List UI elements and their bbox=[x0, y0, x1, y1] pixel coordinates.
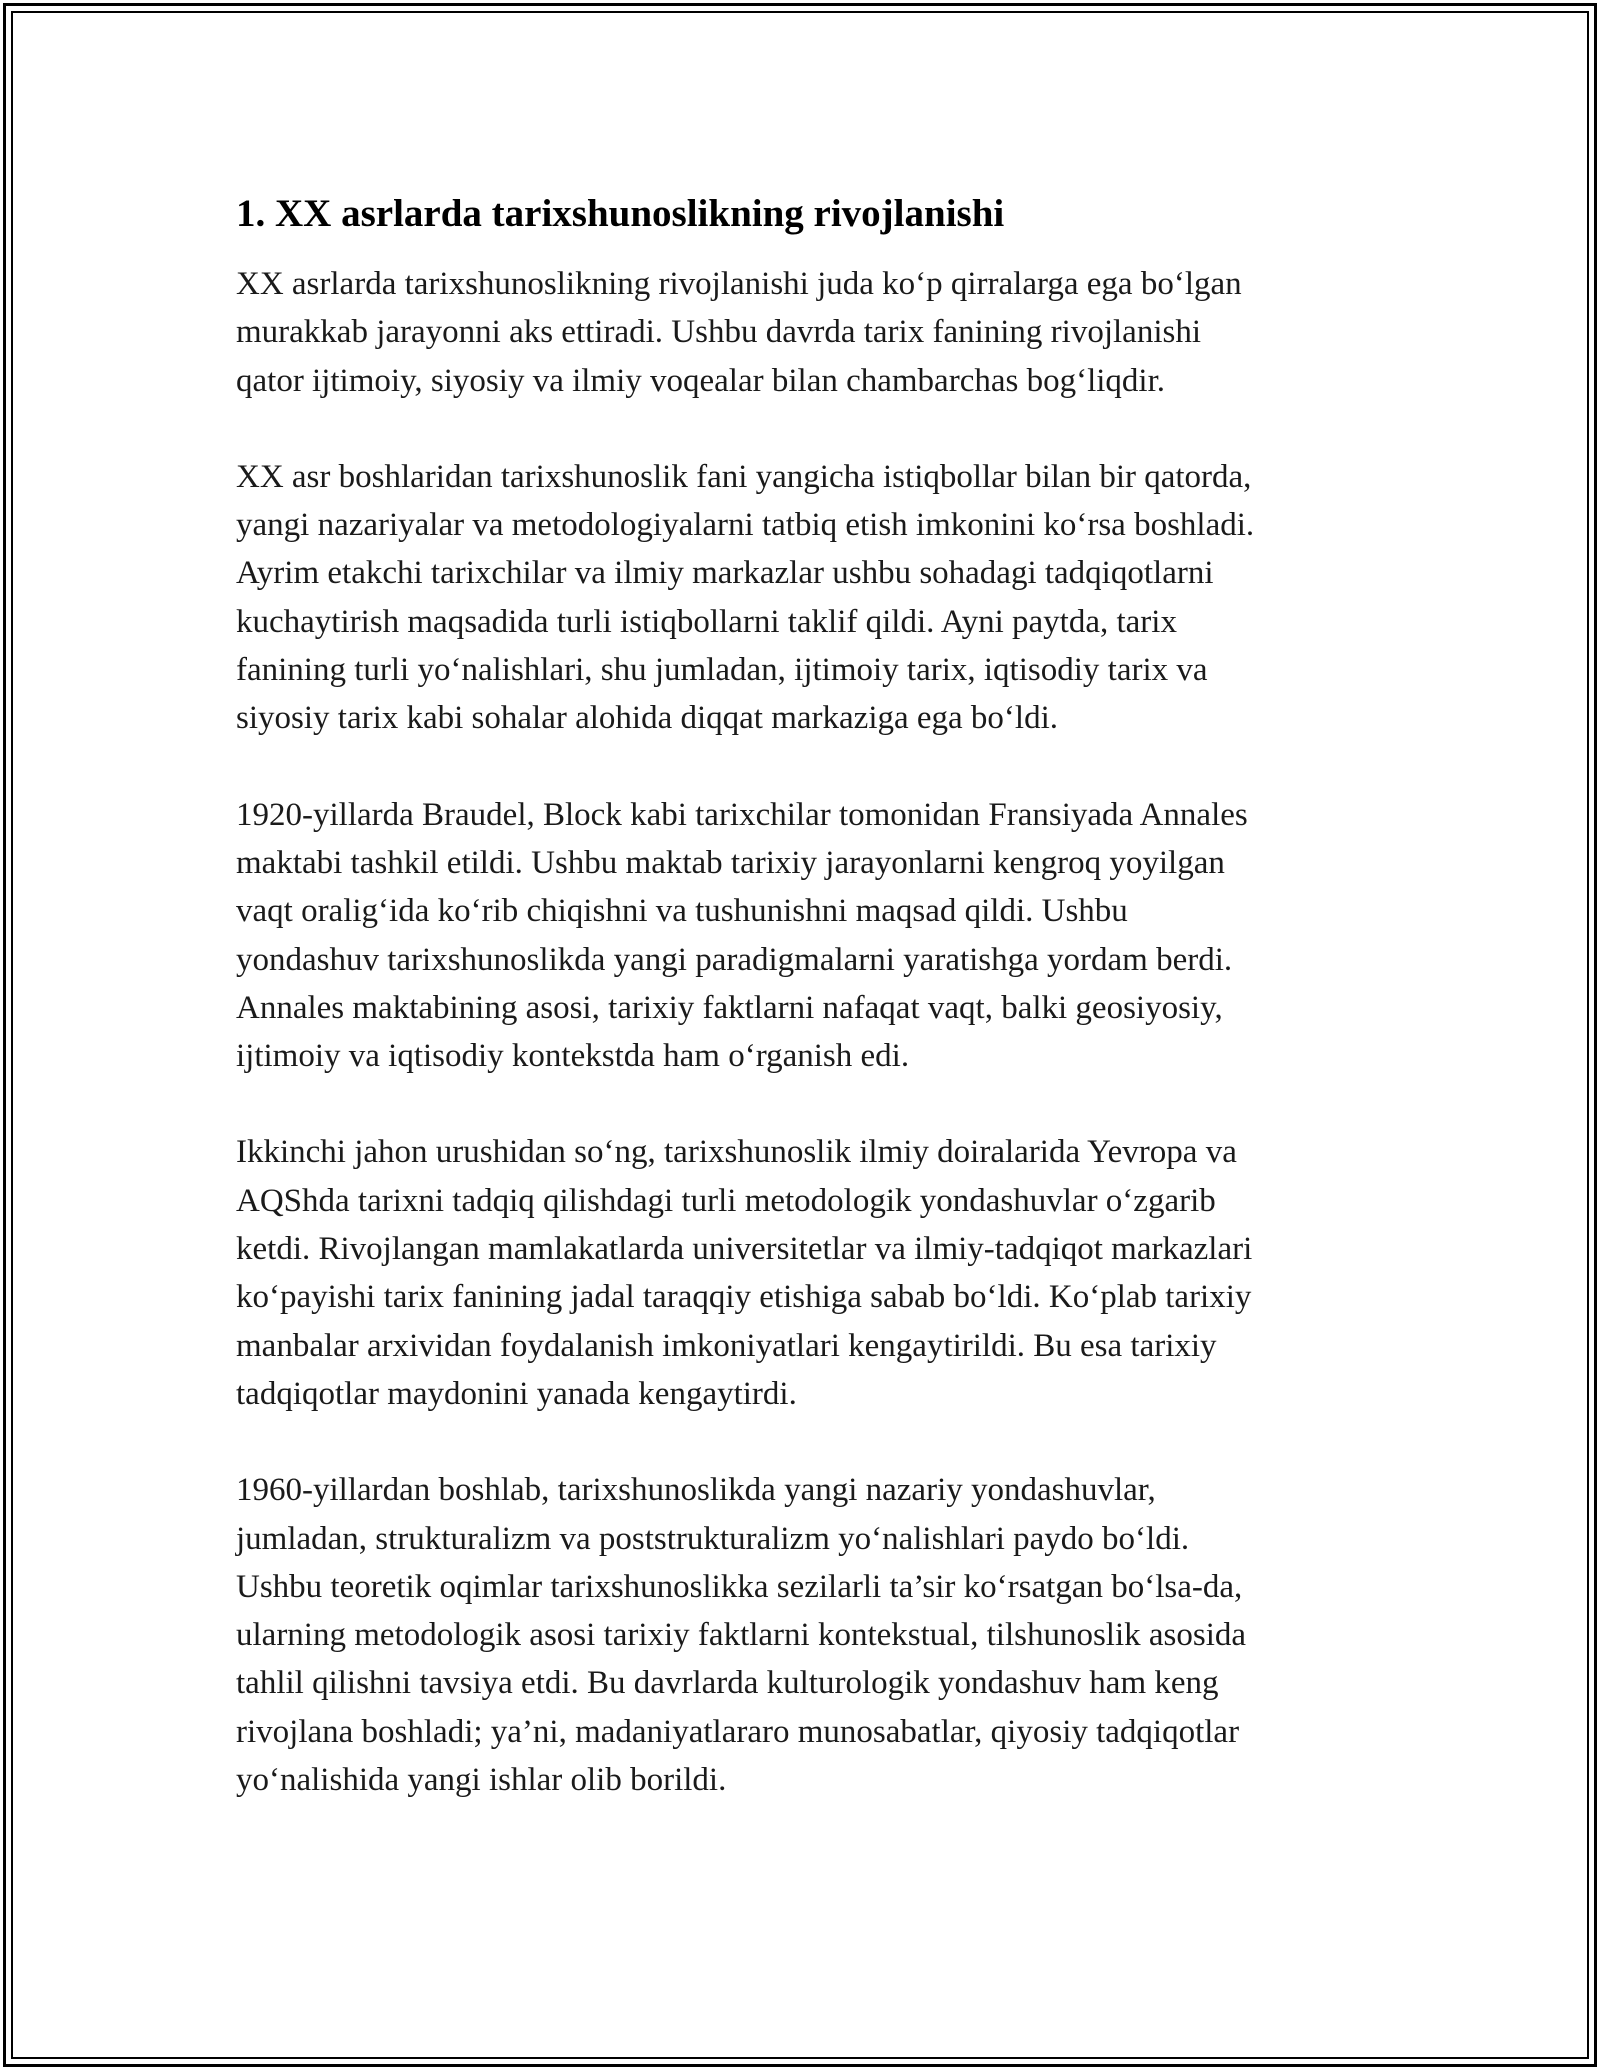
paragraph-line: maktabi tashkil etildi. Ushbu maktab tarixiy jarayonlarni kengroq yoyilgan bbox=[236, 844, 1225, 881]
paragraph-line: kuchaytirish maqsadida turli istiqbollarni taklif qildi. Ayni paytda, tarix bbox=[236, 603, 1177, 640]
paragraph-5 bbox=[236, 1466, 1386, 1804]
paragraph-line: murakkab jarayonni aks ettiradi. Ushbu davrda tarix fanining rivojlanishi bbox=[236, 314, 1201, 351]
paragraph-line: ketdi. Rivojlangan mamlakatlarda universitetlar va ilmiy-tadqiqot markazlari bbox=[236, 1231, 1253, 1268]
paragraph-line: 1920-yillarda Braudel, Block kabi tarixchilar tomonidan Fransiyada Annales bbox=[236, 796, 1248, 833]
paragraph-line: Ushbu teoretik oqimlar tarixshunoslikka sezilarli ta’sir ko‘rsatgan bo‘lsa-da, bbox=[236, 1568, 1243, 1605]
paragraph-line: Annales maktabining asosi, tarixiy faktlarni nafaqat vaqt, balki geosiyosiy, bbox=[236, 989, 1223, 1026]
paragraph-line: yo‘nalishida yangi ishlar olib borildi. bbox=[236, 1762, 727, 1799]
paragraph-line: XX asrlarda tarixshunoslikning rivojlanishi juda ko‘p qirralarga ega bo‘lgan bbox=[236, 266, 1242, 302]
paragraph-2 bbox=[236, 453, 1386, 743]
paragraph-line: jumladan, strukturalizm va poststrukturalizm yo‘nalishlari paydo bo‘ldi. bbox=[236, 1520, 1190, 1557]
paragraph-line: qator ijtimoiy, siyosiy va ilmiy voqealar bilan chambarchas bog‘liqdir. bbox=[236, 362, 1165, 399]
paragraph-line: ijtimoiy va iqtisodiy kontekstda ham o‘rganish edi. bbox=[236, 1038, 910, 1075]
paragraph-line: AQShda tarixni tadqiq qilishdagi turli metodologik yondashuvlar o‘zgarib bbox=[236, 1182, 1216, 1219]
paragraph-line: vaqt oralig‘ida ko‘rib chiqishni va tushunishni maqsad qildi. Ushbu bbox=[236, 893, 1128, 930]
paragraph-3 bbox=[236, 791, 1386, 1081]
paragraph-line: manbalar arxividan foydalanish imkoniyatlari kengaytirildi. Bu esa tarixiy bbox=[236, 1327, 1217, 1364]
document-body bbox=[236, 190, 1386, 1852]
paragraph-4 bbox=[236, 1128, 1386, 1418]
section-heading: 1. XX asrlarda tarixshunoslikning rivojlanishi bbox=[236, 192, 1005, 235]
paragraph-line: ko‘payishi tarix fanining jadal taraqqiy etishiga sabab bo‘ldi. Ko‘plab tarixiy bbox=[236, 1279, 1252, 1316]
paragraph-line: siyosiy tarix kabi sohalar alohida diqqat markaziga ega bo‘ldi. bbox=[236, 700, 1059, 737]
paragraph-line: 1960-yillardan boshlab, tarixshunoslikda yangi nazariy yondashuvlar, bbox=[236, 1472, 1156, 1509]
paragraph-line: ularning metodologik asosi tarixiy faktlarni kontekstual, tilshunoslik asosida bbox=[236, 1617, 1247, 1654]
paragraph-line: XX asr boshlaridan tarixshunoslik fani yangicha istiqbollar bilan bir qatorda, bbox=[236, 458, 1252, 495]
paragraph-line: tadqiqotlar maydonini yanada kengaytirdi. bbox=[236, 1375, 797, 1412]
paragraph-line: fanining turli yo‘nalishlari, shu jumladan, ijtimoiy tarix, iqtisodiy tarix va bbox=[236, 652, 1208, 689]
paragraph-line: tahlil qilishni tavsiya etdi. Bu davrlarda kulturologik yondashuv ham keng bbox=[236, 1665, 1219, 1702]
paragraph-line: Ayrim etakchi tarixchilar va ilmiy markazlar ushbu sohadagi tadqiqotlarni bbox=[236, 555, 1214, 592]
paragraph-line: yangi nazariyalar va metodologiyalarni tatbiq etish imkonini ko‘rsa boshladi. bbox=[236, 507, 1255, 544]
paragraph-line: Ikkinchi jahon urushidan so‘ng, tarixshunoslik ilmiy doiralarida Yevropa va bbox=[236, 1134, 1237, 1171]
paragraph-line: yondashuv tarixshunoslikda yangi paradigmalarni yaratishga yordam berdi. bbox=[236, 941, 1233, 978]
paragraph-1 bbox=[236, 260, 1386, 405]
paragraph-line: rivojlana boshladi; ya’ni, madaniyatlararo munosabatlar, qiyosiy tadqiqotlar bbox=[236, 1713, 1240, 1750]
